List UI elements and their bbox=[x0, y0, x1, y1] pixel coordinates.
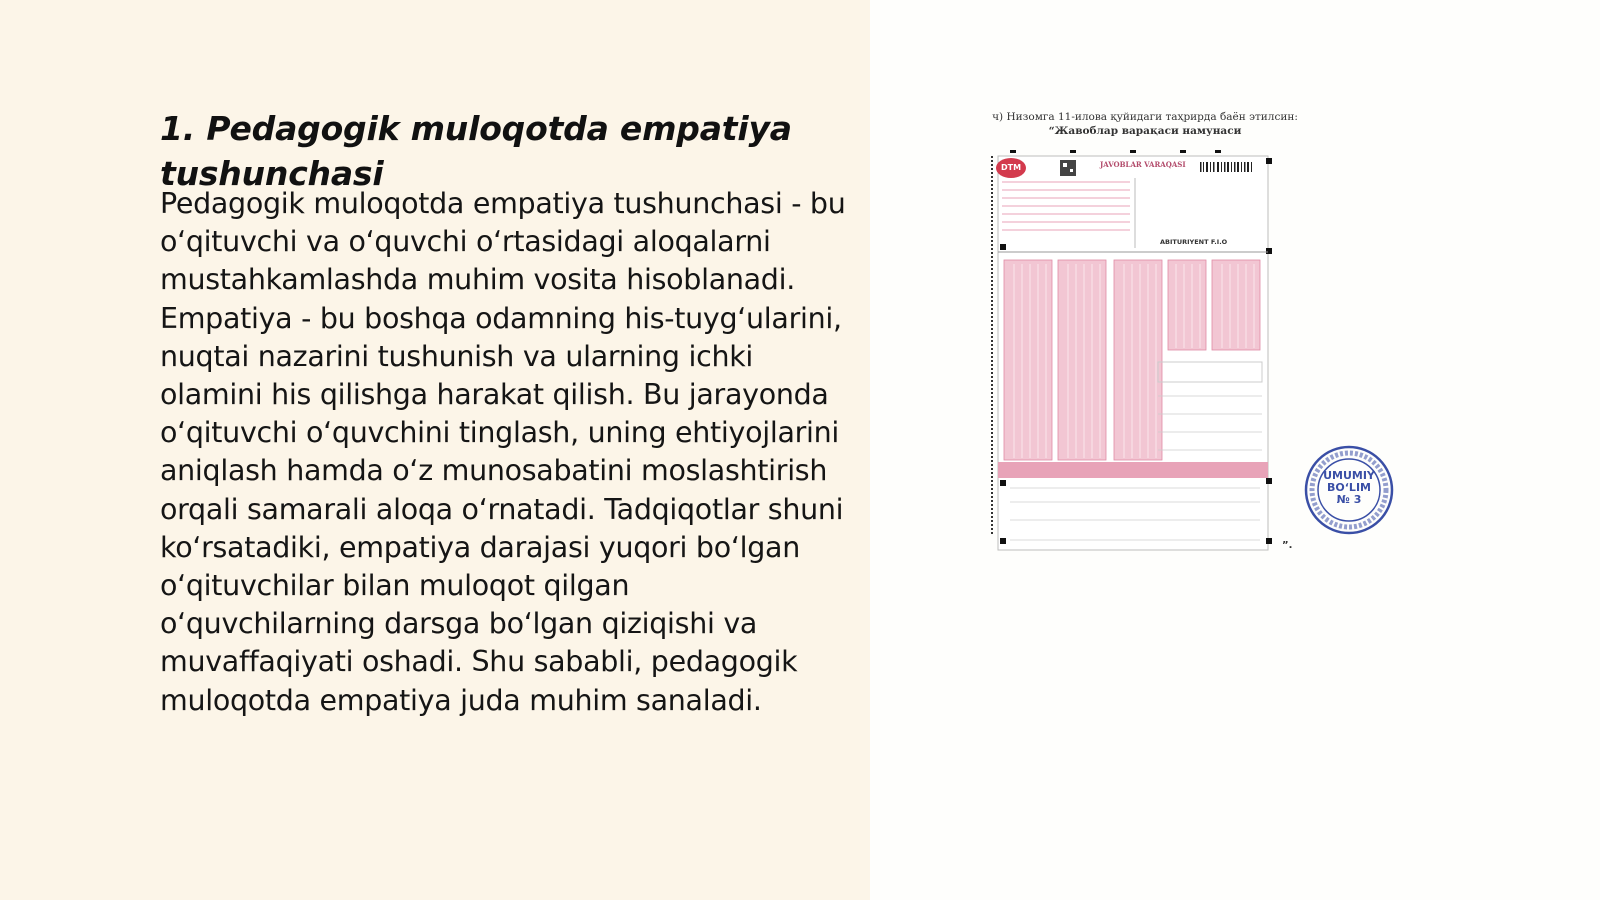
round-stamp bbox=[1304, 445, 1394, 535]
sheet-caption-line2: “Жавоблар варақаси намунаси bbox=[1048, 125, 1242, 137]
stamp-line3: № 3 bbox=[1336, 493, 1362, 506]
applicant-label: ABITURIYENT F.I.O bbox=[1160, 238, 1228, 246]
sheet-caption bbox=[990, 110, 1300, 138]
slide-body-text: Pedagogik muloqotda empatiya tushunchasi - bu oʻqituvchi va oʻquvchi oʻrtasidagi aloqalarni mustahkamlashda muhim vosita hisoblanadi. Empatiya - bu boshqa odamning his-tuygʻularini, nuqtai nazarini tushunish va ularning ichki olamini his qilishga harakat qilish. Bu jarayonda oʻqituvchi oʻquvchini tinglash, uning ehtiyojlarini aniqlash hamda oʻz munosabatini moslashtirish orqali samarali aloqa oʻrnatadi. Tadqiqotlar shuni koʻrsatadiki, empatiya darajasi yuqori boʻlgan oʻqituvchilar bilan muloqot qilgan oʻquvchilarning darsga boʻlgan qiziqishi va muvaffaqiyati oshadi. Shu sababli, pedagogik muloqotda empatiya juda muhim sanaladi. bbox=[160, 187, 846, 717]
answer-sheet-form bbox=[990, 148, 1300, 563]
slide-title: 1. Pedagogik muloqotda empatiya tushunchasi bbox=[160, 109, 792, 193]
stamp-line1: UMUMIY bbox=[1323, 469, 1375, 482]
closing-mark: ”. bbox=[1282, 540, 1293, 551]
stamp-text bbox=[1304, 470, 1394, 506]
dtm-logo: DTM bbox=[996, 158, 1026, 178]
sheet-caption-line1: ч) Низомга 11-илова қуйидаги таҳрирда баён этилсин: bbox=[992, 111, 1298, 123]
form-title: JAVOBLAR VARAQASI bbox=[1100, 160, 1186, 169]
stamp-line2: BOʻLIM bbox=[1327, 481, 1371, 494]
